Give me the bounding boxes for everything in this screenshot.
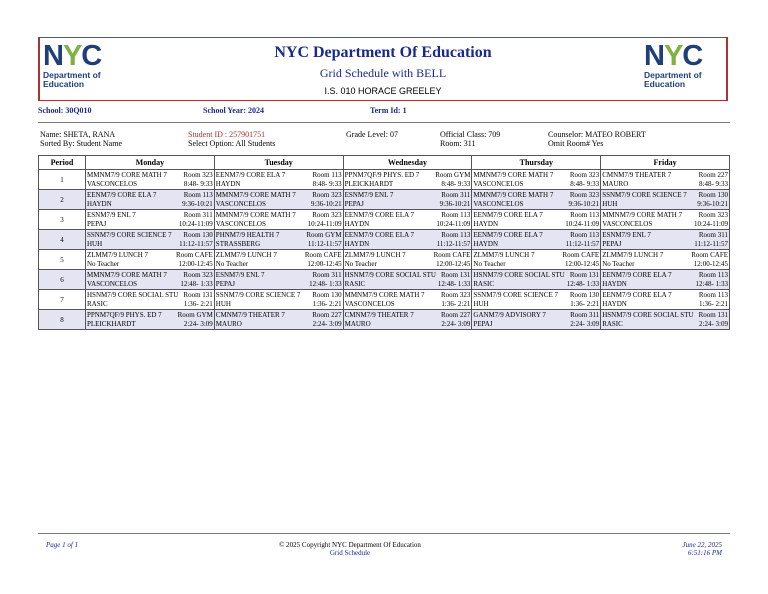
course-name: ZLMM7/9 LUNCH 7 <box>473 251 535 259</box>
teacher-name: RASIC <box>473 279 495 288</box>
class-time: 12:00-12:45 <box>436 259 471 268</box>
select-option: Select Option: All Students <box>188 139 276 148</box>
course-name: ZLMM7/9 LUNCH 7 <box>87 251 149 259</box>
teacher-name: RASIC <box>87 299 108 308</box>
teacher-name: HUH <box>602 199 618 208</box>
class-cell <box>472 210 601 230</box>
course-name: HSNM7/9 CORE SOCIAL STU <box>344 271 436 279</box>
class-cell <box>343 290 472 310</box>
class-time: 11:12-11:57 <box>694 239 728 248</box>
class-time: 9:36-10:21 <box>310 199 342 208</box>
class-time: 2:24- 3:09 <box>570 319 600 328</box>
room-number: Room 323 <box>441 291 471 299</box>
class-time: 12:48- 1:33 <box>309 279 342 288</box>
official-class-block <box>440 130 500 148</box>
course-name: MMNM7/9 CORE MATH 7 <box>473 191 554 199</box>
course-name: ESNM7/9 ENL 7 <box>344 191 394 199</box>
page-number: Page 1 of 1 <box>46 541 79 549</box>
teacher-name: STRASSBERG <box>215 239 261 248</box>
class-cell <box>86 210 215 230</box>
class-time: 10:24-11:09 <box>436 219 471 228</box>
course-name: HSNM7/9 CORE SOCIAL STU <box>473 271 565 279</box>
column-header: Tuesday <box>214 156 343 170</box>
teacher-name: No Teacher <box>87 259 120 268</box>
report-name: Grid Schedule <box>329 549 371 557</box>
class-cell <box>214 250 343 270</box>
column-header: Friday <box>601 156 730 170</box>
teacher-name: HAYDN <box>602 299 627 308</box>
room-number: Room 323 <box>569 191 600 199</box>
student-name-block <box>40 130 122 148</box>
room-number: Room 131 <box>569 271 600 279</box>
student-id-block <box>188 130 275 148</box>
class-cell <box>214 290 343 310</box>
class-time: 12:48- 1:33 <box>695 279 728 288</box>
schedule-row <box>39 290 730 310</box>
class-time: 9:36-10:21 <box>568 199 600 208</box>
class-cell <box>472 190 601 210</box>
class-time: 12:00-12:45 <box>564 259 600 268</box>
class-time: 1:36- 2:21 <box>699 299 728 308</box>
course-name: EENM7/9 CORE ELA 7 <box>344 211 415 219</box>
copyright: © 2025 Copyright NYC Department Of Education <box>279 541 421 549</box>
room-number: Room CAFE <box>176 251 213 259</box>
teacher-name: VASCONCELOS <box>87 279 138 288</box>
class-time: 9:36-10:21 <box>439 199 471 208</box>
class-time: 2:24- 3:09 <box>183 319 213 328</box>
class-time: 2:24- 3:09 <box>699 319 728 328</box>
room-number: Room 311 <box>570 311 600 319</box>
student-name: Name: SHETA, RANA <box>40 130 116 139</box>
room-number: Room 323 <box>698 211 728 219</box>
teacher-name: HAYDN <box>473 219 499 228</box>
course-name: SSNM7/9 CORE SCIENCE 7 <box>215 291 301 299</box>
class-time: 1:36- 2:21 <box>441 299 471 308</box>
class-cell <box>472 250 601 270</box>
teacher-name: PLEICKHARDT <box>87 319 136 328</box>
schedule-row <box>39 270 730 290</box>
course-name: EENM7/9 CORE ELA 7 <box>473 211 543 219</box>
sorted-by: Sorted By: Student Name <box>40 139 122 148</box>
room-number: Room 131 <box>698 311 728 319</box>
course-name: MMNM7/9 CORE MATH 7 <box>602 211 683 219</box>
teacher-name: VASCONCELOS <box>473 199 524 208</box>
period-number: 8 <box>39 310 86 330</box>
column-header: Period <box>39 156 86 170</box>
grade-level: Grade Level: 07 <box>346 130 398 139</box>
class-time: 10:24-11:09 <box>694 219 728 228</box>
nyc-doe-logo-right: NYC Department of Education <box>644 40 703 89</box>
room-number: Room 227 <box>312 311 342 319</box>
room-number: Room 311 <box>183 211 213 219</box>
room-number: Room GYM <box>306 231 342 239</box>
course-name: MMNM7/9 CORE MATH 7 <box>87 171 167 179</box>
column-header: Thursday <box>472 156 601 170</box>
class-cell <box>601 210 730 230</box>
class-cell <box>472 270 601 290</box>
class-time: 10:24-11:09 <box>178 219 213 228</box>
class-cell <box>472 310 601 330</box>
course-name: MMNM7/9 CORE MATH 7 <box>344 291 425 299</box>
room-number: Room 130 <box>569 291 600 299</box>
class-cell <box>601 250 730 270</box>
teacher-name: HAYDN <box>344 239 370 248</box>
teacher-name: HUH <box>87 239 103 248</box>
room-number: Room CAFE <box>691 251 728 259</box>
print-time: 6:51:16 PM <box>687 549 722 557</box>
class-cell <box>343 230 472 250</box>
class-time: 11:12-11:57 <box>565 239 600 248</box>
student-id: Student ID : 257901751 <box>188 130 266 139</box>
teacher-name: VASCONCELOS <box>602 219 653 228</box>
room-number: Room 130 <box>312 291 342 299</box>
class-time: 11:12-11:57 <box>307 239 342 248</box>
teacher-name: HAYDN <box>87 199 112 208</box>
course-name: ESNM7/9 ENL 7 <box>215 271 265 279</box>
class-cell <box>343 310 472 330</box>
teacher-name: RASIC <box>344 279 366 288</box>
class-time: 2:24- 3:09 <box>441 319 471 328</box>
class-time: 11:12-11:57 <box>179 239 213 248</box>
period-number: 1 <box>39 170 86 190</box>
class-cell <box>472 170 601 190</box>
official-class: Official Class: 709 <box>440 130 501 139</box>
class-cell <box>601 190 730 210</box>
room-number: Room CAFE <box>433 251 471 259</box>
class-cell <box>86 250 215 270</box>
course-name: CMNM7/9 THEATER 7 <box>602 171 672 179</box>
class-cell <box>472 290 601 310</box>
class-time: 12:48- 1:33 <box>566 279 600 288</box>
course-name: ESNM7/9 ENL 7 <box>602 231 651 239</box>
schedule-row <box>39 170 730 190</box>
course-name: SSNM7/9 CORE SCIENCE 7 <box>602 191 687 199</box>
teacher-name: PEPAJ <box>87 219 107 228</box>
teacher-name: No Teacher <box>344 259 377 268</box>
room-number: Room 323 <box>312 211 342 219</box>
class-cell <box>601 310 730 330</box>
class-time: 12:00-12:45 <box>693 259 728 268</box>
period-number: 3 <box>39 210 86 230</box>
room-number: Room 227 <box>441 311 471 319</box>
class-cell <box>601 170 730 190</box>
teacher-name: PEPAJ <box>215 279 235 288</box>
counselor-block <box>548 130 646 148</box>
room-number: Room 311 <box>698 231 728 239</box>
course-name: EENM7/9 CORE ELA 7 <box>215 171 286 179</box>
teacher-name: RASIC <box>602 319 623 328</box>
course-name: PPNM7QF/9 PHYS. ED 7 <box>344 171 420 179</box>
divider <box>38 122 730 123</box>
class-time: 1:36- 2:21 <box>570 299 600 308</box>
course-name: CMNM7/9 THEATER 7 <box>344 311 414 319</box>
term-id: Term Id: 1 <box>370 106 407 115</box>
class-time: 9:36-10:21 <box>697 199 728 208</box>
class-time: 11:12-11:57 <box>436 239 471 248</box>
room-number: Room 311 <box>441 191 471 199</box>
room-number: Room 323 <box>183 171 213 179</box>
teacher-name: VASCONCELOS <box>473 179 524 188</box>
teacher-name: VASCONCELOS <box>215 199 266 208</box>
teacher-name: PEPAJ <box>602 239 622 248</box>
schedule-row <box>39 250 730 270</box>
footer-divider <box>38 533 730 534</box>
teacher-name: HAYDN <box>344 219 370 228</box>
nyc-doe-logo-left: NYC Department of Education <box>43 40 102 89</box>
room-number: Room 113 <box>312 171 342 179</box>
room-number: Room 113 <box>698 291 728 299</box>
class-time: 12:48- 1:33 <box>180 279 213 288</box>
report-title: NYC Department Of Education <box>274 44 492 61</box>
class-time: 10:24-11:09 <box>565 219 600 228</box>
course-name: MMNM7/9 CORE MATH 7 <box>87 271 167 279</box>
course-name: MMNM7/9 CORE MATH 7 <box>215 211 296 219</box>
footer-center <box>250 541 450 557</box>
period-number: 2 <box>39 190 86 210</box>
class-time: 10:24-11:09 <box>307 219 342 228</box>
class-cell <box>472 230 601 250</box>
class-cell <box>214 270 343 290</box>
course-name: PPNM7QF/9 PHYS. ED 7 <box>87 311 162 319</box>
teacher-name: HAYDN <box>473 239 499 248</box>
room-number: Room 323 <box>569 171 600 179</box>
course-name: MMNM7/9 CORE MATH 7 <box>473 171 554 179</box>
teacher-name: No Teacher <box>602 259 635 268</box>
teacher-name: PEPAJ <box>473 319 493 328</box>
teacher-name: PEPAJ <box>344 199 364 208</box>
course-name: ESNM7/9 ENL 7 <box>87 211 136 219</box>
course-name: CMNM7/9 THEATER 7 <box>215 311 285 319</box>
class-time: 9:36-10:21 <box>182 199 213 208</box>
class-cell <box>86 170 215 190</box>
room-number: Room 130 <box>698 191 728 199</box>
course-name: MMNM7/9 CORE MATH 7 <box>215 191 296 199</box>
course-name: EENM7/9 CORE ELA 7 <box>602 291 672 299</box>
course-name: HSNM7/9 CORE SOCIAL STU <box>87 291 179 299</box>
room-number: Room 113 <box>698 271 728 279</box>
schedule-row <box>39 230 730 250</box>
report-header <box>38 37 728 101</box>
course-name: EENM7/9 CORE ELA 7 <box>602 271 672 279</box>
column-header: Monday <box>86 156 215 170</box>
room-number: Room GYM <box>177 311 213 319</box>
teacher-name: HAYDN <box>602 279 627 288</box>
teacher-name: VASCONCELOS <box>344 299 395 308</box>
school-code: School: 30Q010 <box>38 106 92 115</box>
teacher-name: PLEICKHARDT <box>344 179 394 188</box>
school-year: School Year: 2024 <box>203 106 265 115</box>
room-number: Room 113 <box>441 211 471 219</box>
class-time: 12:00-12:45 <box>178 259 213 268</box>
school-name: I.S. 010 HORACE GREELEY <box>324 86 442 96</box>
period-number: 5 <box>39 250 86 270</box>
teacher-name: No Teacher <box>215 259 249 268</box>
class-cell <box>86 190 215 210</box>
course-name: HSNM7/9 CORE SOCIAL STU <box>602 311 694 319</box>
room-number: Room 113 <box>441 231 471 239</box>
course-name: EENM7/9 CORE ELA 7 <box>87 191 157 199</box>
schedule-grid <box>38 155 730 330</box>
class-cell <box>601 290 730 310</box>
schedule-row <box>39 210 730 230</box>
course-name: GANM7/9 ADVISORY 7 <box>473 311 546 319</box>
class-cell <box>343 190 472 210</box>
room-number: Room 113 <box>183 191 213 199</box>
teacher-name: HAYDN <box>215 179 241 188</box>
omit-room: Omit Room# Yes <box>548 139 604 148</box>
class-cell <box>86 290 215 310</box>
column-header: Wednesday <box>343 156 472 170</box>
course-name: SSNM7/9 CORE SCIENCE 7 <box>473 291 558 299</box>
class-cell <box>343 170 472 190</box>
class-cell <box>343 270 472 290</box>
class-cell <box>214 190 343 210</box>
period-number: 4 <box>39 230 86 250</box>
class-cell <box>86 230 215 250</box>
room-number: Room 113 <box>570 231 600 239</box>
report-subtitle: Grid Schedule with BELL <box>319 66 447 80</box>
room: Room: 311 <box>440 139 476 148</box>
teacher-name: MAURO <box>602 179 629 188</box>
room-number: Room 323 <box>183 271 213 279</box>
schedule-row <box>39 310 730 330</box>
class-time: 8:48- 9:33 <box>312 179 342 188</box>
schedule-row <box>39 190 730 210</box>
teacher-name: MAURO <box>215 319 242 328</box>
footer-datetime <box>620 541 722 557</box>
course-name: EENM7/9 CORE ELA 7 <box>473 231 543 239</box>
class-time: 12:48- 1:33 <box>437 279 471 288</box>
class-cell <box>214 230 343 250</box>
class-time: 8:48- 9:33 <box>570 179 600 188</box>
class-cell <box>601 230 730 250</box>
period-number: 7 <box>39 290 86 310</box>
class-time: 1:36- 2:21 <box>183 299 213 308</box>
class-cell <box>214 310 343 330</box>
class-cell <box>601 270 730 290</box>
course-name: PHNM7/9 HEALTH 7 <box>215 231 280 239</box>
room-number: Room 323 <box>312 191 342 199</box>
course-name: EENM7/9 CORE ELA 7 <box>344 231 415 239</box>
class-cell <box>214 210 343 230</box>
teacher-name: VASCONCELOS <box>215 219 266 228</box>
room-number: Room GYM <box>435 171 471 179</box>
class-cell <box>86 270 215 290</box>
counselor: Counselor: MATEO ROBERT <box>548 130 646 139</box>
class-time: 8:48- 9:33 <box>441 179 471 188</box>
class-cell <box>343 210 472 230</box>
class-time: 1:36- 2:21 <box>312 299 342 308</box>
room-number: Room 311 <box>312 271 342 279</box>
teacher-name: HUH <box>473 299 489 308</box>
room-number: Room 113 <box>570 211 600 219</box>
course-name: SSNM7/9 CORE SCIENCE 7 <box>87 231 172 239</box>
teacher-name: No Teacher <box>473 259 506 268</box>
room-number: Room 131 <box>183 291 213 299</box>
class-time: 8:48- 9:33 <box>699 179 728 188</box>
teacher-name: HUH <box>215 299 231 308</box>
class-cell <box>86 310 215 330</box>
teacher-name: MAURO <box>344 319 371 328</box>
class-time: 12:00-12:45 <box>307 259 342 268</box>
course-name: ZLMM7/9 LUNCH 7 <box>602 251 664 259</box>
class-cell <box>214 170 343 190</box>
room-number: Room 227 <box>698 171 728 179</box>
print-date: June 22, 2025 <box>682 541 722 549</box>
course-name: ZLMM7/9 LUNCH 7 <box>344 251 406 259</box>
period-number: 6 <box>39 270 86 290</box>
teacher-name: VASCONCELOS <box>87 179 138 188</box>
room-number: Room CAFE <box>304 251 342 259</box>
class-time: 2:24- 3:09 <box>312 319 342 328</box>
class-time: 8:48- 9:33 <box>183 179 213 188</box>
room-number: Room CAFE <box>562 251 600 259</box>
room-number: Room 131 <box>441 271 471 279</box>
class-cell <box>343 250 472 270</box>
course-name: ZLMM7/9 LUNCH 7 <box>215 251 277 259</box>
room-number: Room 130 <box>183 231 213 239</box>
